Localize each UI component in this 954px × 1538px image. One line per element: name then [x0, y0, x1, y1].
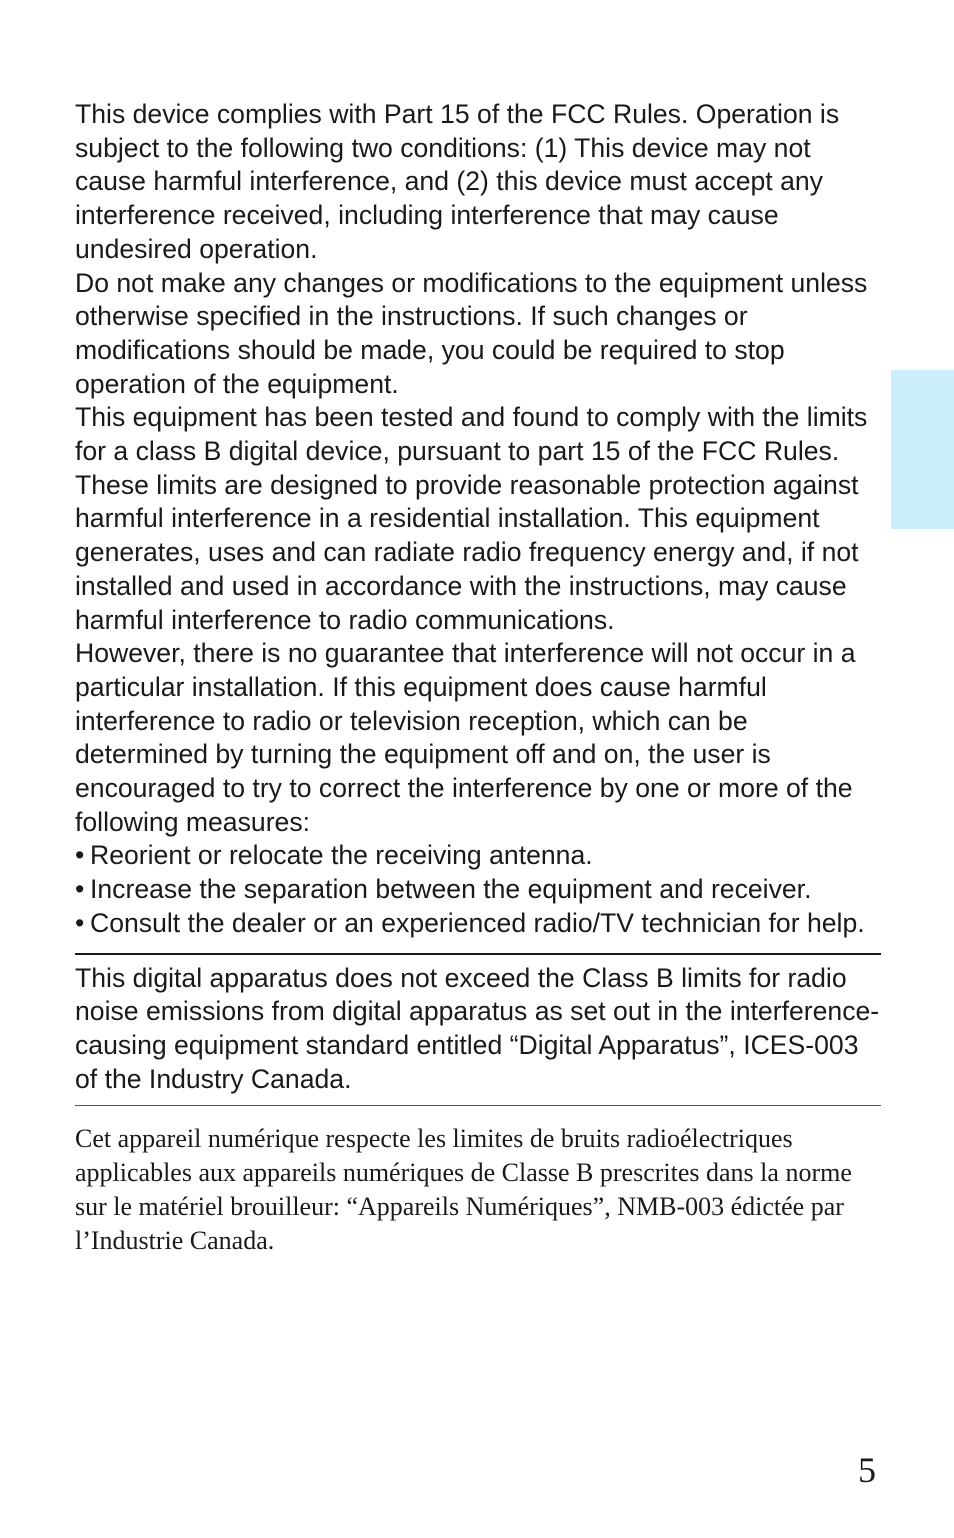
ices-003-paragraph: This digital apparatus does not exceed the Class B limits for radio noise emissions from digital apparatus as set out in the interference-causing equipment standard entitled “Digital Apparatus”, ICES-003 of the Industry Canada.	[75, 962, 880, 1094]
measures-list	[75, 839, 881, 940]
canada-statement-french	[75, 1122, 881, 1257]
no-guarantee-paragraph: However, there is no guarantee that interference will not occur in a particular installation. If this equipment does cause harmful interference to radio or television reception, which can be determined by turning the equipment off and on, the user is encouraged to try to correct the interference by one or more of the following measures:	[75, 638, 856, 837]
list-item	[75, 839, 881, 873]
list-item	[75, 907, 881, 941]
section-divider-thin	[75, 1105, 881, 1106]
class-b-limits-paragraph: This equipment has been tested and found to comply with the limits for a class B digital device, pursuant to part 15 of the FCC Rules. These limits are designed to provide reasonable protection against harmful interference in a residential installation. This equipment generates, uses and can radiate radio frequency energy and, if not installed and used in accordance with the instructions, may cause harmful interference to radio communications.	[75, 402, 868, 635]
nmb-003-paragraph: Cet appareil numérique respecte les limites de bruits radioélectriques applicables aux appareils numériques de Classe B prescrites dans la norme sur le matériel brouilleur: “Appareils Numériques”, NMB-003 édictée par l’Industrie Canada.	[75, 1124, 852, 1255]
section-tab	[891, 370, 954, 529]
bullet-icon: •	[75, 907, 85, 938]
canada-statement	[75, 962, 881, 1097]
page-number: 5	[858, 1450, 876, 1490]
modification-warning-paragraph: Do not make any changes or modifications to the equipment unless otherwise specified in the instructions. If such changes or modifications should be made, you could be required to stop operation of the equipment.	[75, 267, 868, 399]
list-item	[75, 873, 881, 907]
fcc-statement	[75, 98, 881, 941]
fcc-compliance-paragraph: This device complies with Part 15 of the FCC Rules. Operation is subject to the following two conditions: (1) This device may not cause harmful interference, and (2) this device must accept any interference received, including interference that may cause undesired operation.	[75, 99, 840, 264]
list-item-text: Reorient or relocate the receiving antenna.	[90, 840, 593, 871]
list-item-text: Consult the dealer or an experienced radio/TV technician for help.	[90, 907, 865, 938]
bullet-icon: •	[75, 874, 85, 905]
page-content	[75, 98, 881, 1257]
list-item-text: Increase the separation between the equipment and receiver.	[90, 874, 812, 905]
bullet-icon: •	[75, 840, 85, 871]
section-divider	[75, 953, 881, 955]
